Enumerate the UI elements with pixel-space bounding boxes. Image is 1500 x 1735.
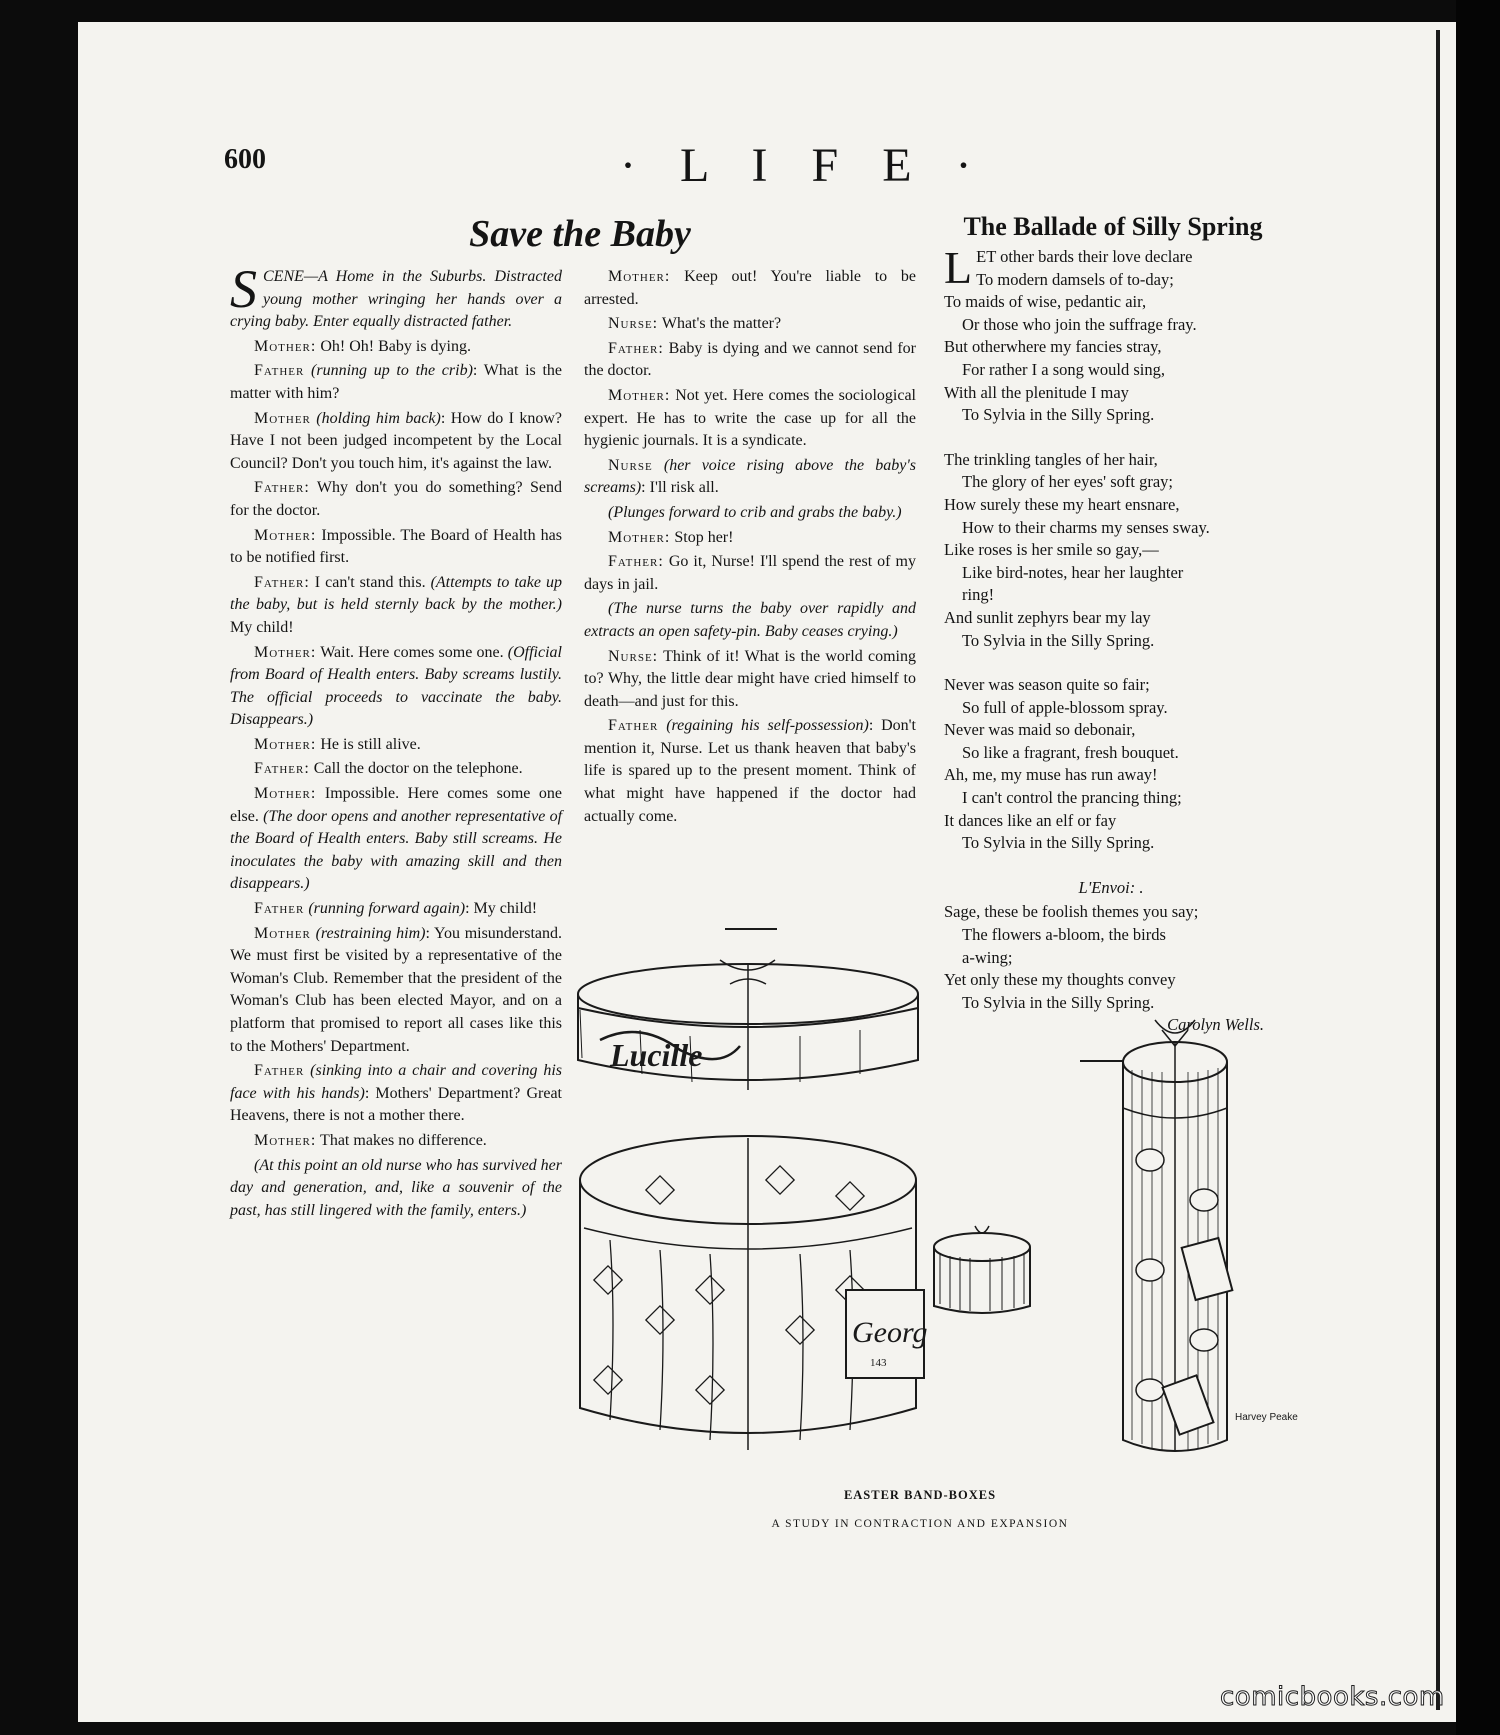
dialogue-text: Not yet. Here comes the sociological expert. He has to write the case up for all the hygienic journals. It is a syndicate. <box>584 386 916 450</box>
speaker: Father <box>608 717 659 735</box>
dialogue-paragraph <box>230 1155 562 1223</box>
dialogue-paragraph <box>230 477 562 522</box>
poem-line: How to their charms my senses sway. <box>962 517 1210 537</box>
page-edge <box>1436 30 1440 1710</box>
poem-line: The glory of her eyes' soft gray; <box>962 472 1173 492</box>
poem-line: The trinkling tangles of her hair, <box>944 449 1158 469</box>
stage-direction: (At this point an old nurse who has survived her day and generation, and, like a souvenir of the past, has still lingered with the family, enters.) <box>230 1156 562 1219</box>
speaker: Mother: <box>608 386 671 404</box>
poem-line: The flowers a-bloom, the birds <box>962 925 1166 945</box>
dialogue-text: Call the doctor on the telephone. <box>309 760 523 778</box>
dialogue-paragraph <box>230 525 562 570</box>
poem-line: But otherwhere my fancies stray, <box>944 337 1162 357</box>
speaker: Mother: <box>608 268 671 285</box>
stage-direction: CENE—A Home in the Suburbs. Distracted young mother wringing her hands over a crying baby. Enter equally distracted father. <box>230 268 562 331</box>
dialogue-paragraph <box>584 455 916 500</box>
speaker: Father <box>254 362 305 380</box>
poem-line: Like roses is her smile so gay,— <box>944 540 1159 560</box>
poem-line: Sage, these be foolish themes you say; <box>944 902 1199 922</box>
speaker: Father: <box>608 553 664 571</box>
article-column-2 <box>584 266 916 830</box>
stage-direction: (The door opens and another representative of the Board of Health enters. Baby still screams. He inoculates the baby with amazing skill and then disappears.) <box>230 807 563 893</box>
poem-line: Or those who join the suffrage fray. <box>962 314 1197 334</box>
poem-line: Never was maid so debonair, <box>944 720 1136 740</box>
stage-direction: (running forward again) <box>308 900 466 918</box>
speaker: Mother: <box>254 735 317 753</box>
stage-direction: (The nurse turns the baby over rapidly and extracts an open safety-pin. Baby ceases crying.) <box>584 600 916 640</box>
article-column-1 <box>230 259 563 1224</box>
poem-line: To Sylvia in the Silly Spring. <box>962 833 1155 853</box>
dialogue-paragraph <box>230 360 562 405</box>
dialogue-text: He is still alive. <box>316 735 421 753</box>
dialogue-text: Wait. Here comes some one. <box>316 643 508 661</box>
poem-line: ring! <box>962 585 995 605</box>
dialogue-paragraph <box>584 313 916 336</box>
poem-line: To Sylvia in the Silly Spring. <box>962 992 1155 1012</box>
dialogue-paragraph <box>230 259 562 334</box>
dialogue-text: My child! <box>230 618 294 636</box>
dialogue-paragraph <box>584 715 916 828</box>
poem-line: For rather I a song would sing, <box>962 359 1166 379</box>
speaker: Nurse <box>608 456 653 474</box>
poem-line: So full of apple-blossom spray. <box>962 697 1168 717</box>
speaker: Father: <box>254 760 310 778</box>
dialogue-text: Baby is dying and we cannot send for the doctor. <box>584 339 916 380</box>
dialogue-text: : You misunderstand. We must first be visited by a representative of the Woman's Club. Remember that the president of the Woman's Club has been elected Mayor, and on a platform that promised to report all cases like this to the Mothers' Department. <box>230 924 563 1055</box>
drop-cap: L <box>944 242 973 293</box>
dialogue-text: Think of it! What is the world coming to? Why, the little dear might have cried himself to death—and just for this. <box>584 647 916 710</box>
dialogue-text: What's the matter? <box>658 315 782 333</box>
stage-direction: (Official from Board of Health enters. Baby screams lustily. The official proceeds to vaccinate the baby. Disappears.) <box>230 643 562 729</box>
poem-line: And sunlit zephyrs bear my lay <box>944 607 1151 627</box>
poem-line: I can't control the prancing thing; <box>962 788 1182 808</box>
poem-line: To maids of wise, pedantic air, <box>944 292 1147 312</box>
dialogue-paragraph <box>584 646 916 714</box>
dialogue-text: Impossible. Here comes some one else. <box>230 785 562 825</box>
dialogue-text: Impossible. The Board of Health has to be notified first. <box>230 526 562 567</box>
dialogue-paragraph <box>584 527 916 550</box>
poem-stanza <box>944 242 1278 427</box>
illustration-caption: EASTER BAND-BOXES <box>843 1488 997 1502</box>
dialogue-paragraph <box>230 336 562 359</box>
dialogue-paragraph <box>230 408 562 476</box>
dialogue-text: I can't stand this. <box>309 573 431 591</box>
stage-direction: (sinking into a chair and covering his face with his hands) <box>230 1062 562 1102</box>
stage-direction: (restraining him) <box>315 924 426 942</box>
poem-line: With all the plenitude I may <box>944 382 1129 402</box>
speaker: Mother <box>254 924 311 942</box>
speaker: Mother: <box>254 526 317 544</box>
poem-author: Carolyn Wells. <box>1167 1015 1264 1035</box>
poem-line: To Sylvia in the Silly Spring. <box>962 405 1155 425</box>
stage-direction: (Plunges forward to crib and grabs the baby.) <box>608 503 902 521</box>
tag-number: 143 <box>870 1357 887 1369</box>
divider-rule <box>725 928 777 930</box>
poem-body <box>944 242 1278 1037</box>
dialogue-text: Oh! Oh! Baby is dying. <box>316 337 471 355</box>
dialogue-text: : Mothers' Department? Great Heavens, there is not a mother there. <box>230 1084 562 1125</box>
speaker: Father <box>254 1062 305 1080</box>
poem-line: Like bird-notes, hear her laughter <box>962 562 1184 582</box>
speaker: Father: <box>608 339 664 357</box>
speaker: Mother: <box>608 528 671 546</box>
watermark: comicbooks.com <box>1220 1682 1445 1712</box>
dialogue-text: That makes no difference. <box>316 1131 487 1149</box>
speaker: Nurse: <box>608 647 659 665</box>
poem-line: Never was season quite so fair; <box>944 675 1150 695</box>
dialogue-text: : What is the matter with him? <box>230 362 563 402</box>
poem-line: To modern damsels of to-day; <box>976 269 1174 289</box>
illustration-subcaption: A STUDY IN CONTRACTION AND EXPANSION <box>771 1518 1069 1530</box>
dialogue-paragraph <box>230 1130 562 1153</box>
poem-stanza <box>944 449 1278 652</box>
poem-line: It dances like an elf or fay <box>944 810 1117 830</box>
dialogue-paragraph <box>584 551 916 596</box>
dialogue-paragraph <box>230 1060 562 1128</box>
stage-direction: (running up to the crib) <box>311 362 473 380</box>
dialogue-paragraph <box>584 598 916 643</box>
dialogue-paragraph <box>230 734 562 757</box>
speaker: Mother: <box>254 337 317 355</box>
speaker: Mother: <box>254 785 317 803</box>
dialogue-text <box>653 457 664 474</box>
dialogue-paragraph <box>584 338 916 383</box>
easter-band-boxes-illustration <box>570 950 1310 1470</box>
dialogue-paragraph <box>584 385 916 453</box>
dialogue-text: Go it, Nurse! I'll spend the rest of my days in jail. <box>584 553 916 593</box>
dialogue-paragraph <box>230 898 562 921</box>
dialogue-text: Keep out! You're liable to be arrested. <box>584 268 916 308</box>
dialogue-paragraph <box>230 572 562 640</box>
speaker: Father: <box>254 573 310 591</box>
envoi-title: L'Envoi: . <box>1078 877 1144 897</box>
dialogue-text: : I'll risk all. <box>641 479 719 497</box>
poem-line: To Sylvia in the Silly Spring. <box>962 630 1155 650</box>
drop-cap: S <box>230 259 257 319</box>
speaker: Mother: <box>254 643 317 661</box>
masthead: · L I F E · <box>620 139 988 192</box>
dialogue-text: : Don't mention it, Nurse. Let us thank heaven that baby's life is spared up to the present moment. Think of what might have happened if the doctor had actually come. <box>584 717 916 825</box>
dialogue-paragraph <box>230 758 562 781</box>
scan-border <box>1456 0 1500 1735</box>
speaker: Mother <box>254 409 311 427</box>
poem-line: How surely these my heart ensnare, <box>944 494 1180 514</box>
speaker: Nurse: <box>608 315 659 333</box>
stage-direction: (Attempts to take up the baby, but is held sternly back by the mother.) <box>230 573 563 614</box>
stage-direction: (regaining his self-possession) <box>666 717 869 735</box>
poem-stanza <box>944 674 1278 855</box>
box-label-lucille: Lucille <box>610 1037 703 1073</box>
poem-line: a-wing; <box>962 947 1013 967</box>
dialogue-paragraph <box>230 923 562 1059</box>
dialogue-paragraph <box>584 502 916 525</box>
dialogue-text: : How do I know? Have I not been judged incompetent by the Local Council? Don't you touch him, it's against the law. <box>230 409 563 472</box>
poem-line: So like a fragrant, fresh bouquet. <box>962 742 1179 762</box>
dialogue-paragraph <box>584 266 916 311</box>
speaker: Father <box>254 900 305 918</box>
speaker: Father: <box>254 479 310 497</box>
dialogue-paragraph <box>230 783 562 896</box>
dialogue-text: Why don't you do something? Send for the doctor. <box>230 479 562 519</box>
page-number: 600 <box>224 144 266 175</box>
stage-direction: (holding him back) <box>316 409 441 427</box>
poem-line-text: ET other bards their love declare <box>976 247 1193 266</box>
article-title: Save the Baby <box>469 213 691 255</box>
dialogue-text <box>658 717 666 734</box>
poem-title: The Ballade of Silly Spring <box>963 212 1263 241</box>
dialogue-paragraph <box>230 642 562 732</box>
dialogue-text: : My child! <box>465 900 538 918</box>
poem-line: Ah, me, my muse has run away! <box>944 765 1158 785</box>
tag-text: Georg <box>852 1316 928 1349</box>
artist-signature: Harvey Peake <box>1235 1412 1298 1423</box>
stage-direction: (her voice rising above the baby's screams) <box>584 456 917 497</box>
poem-line: Yet only these my thoughts convey <box>944 970 1176 990</box>
speaker: Mother: <box>254 1131 317 1149</box>
dialogue-text: Stop her! <box>670 528 734 546</box>
